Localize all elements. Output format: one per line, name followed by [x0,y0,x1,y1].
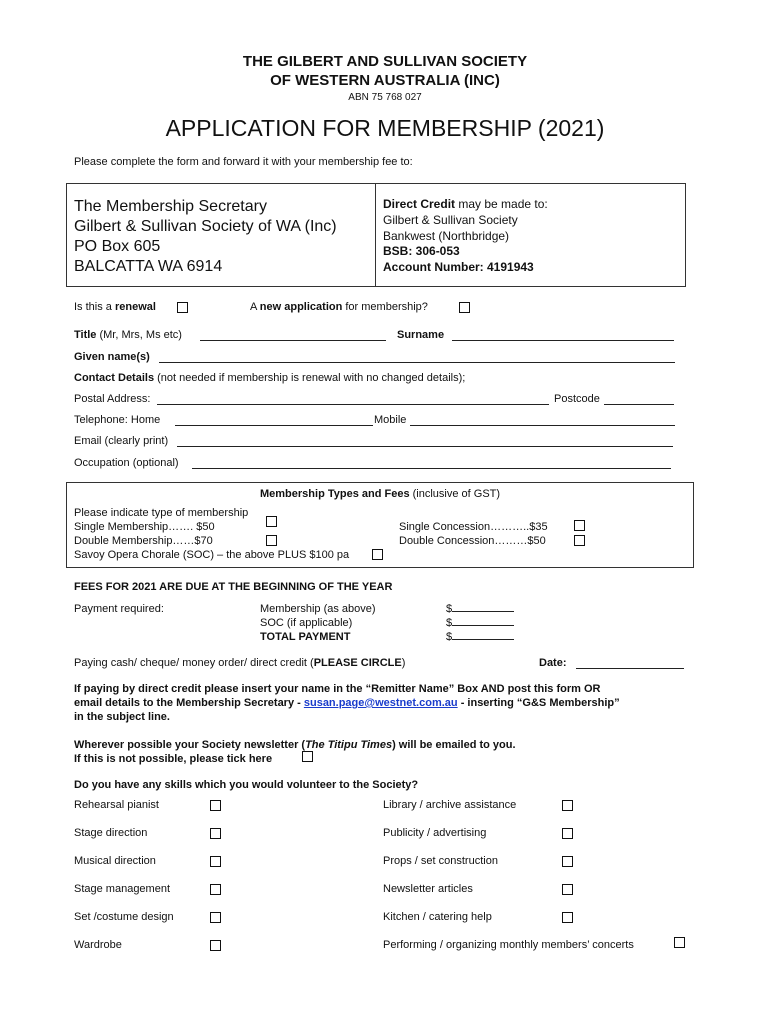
renewal-prefix: Is this a [74,301,115,313]
paying-prefix: Paying cash/ cheque/ money order/ direct credit ( [74,657,314,669]
credit-bank-branch: Bankwest (Northbridge) [383,229,510,243]
address-line-secretary: The Membership Secretary [74,198,267,215]
mobile-label: Mobile [374,414,407,426]
skill-set-costume-design-label: Set /costume design [74,911,174,923]
newsletter-suffix: ) will be emailed to you. [392,739,516,751]
fee-soc-amount[interactable] [446,617,514,629]
skill-musical-direction-label: Musical direction [74,855,156,867]
credit-heading-bold: Direct Credit [383,197,456,211]
credit-heading-rest: may be made to: [455,197,548,211]
skill-wardrobe-checkbox[interactable] [210,940,221,951]
skill-newsletter-articles-label: Newsletter articles [383,883,473,895]
skill-stage-direction-label: Stage direction [74,827,148,839]
membership-heading [260,488,500,500]
single-concession-checkbox[interactable] [574,520,585,531]
email-label: Email (clearly print) [74,435,169,447]
direct-credit-note-line1: If paying by direct credit please insert your name in the “Remitter Name” Box AND post this form OR [74,683,601,695]
title-field[interactable] [200,340,386,341]
postal-address-label: Postal Address: [74,393,151,405]
skill-publicity-checkbox[interactable] [562,828,573,839]
newsletter-line1 [74,739,516,751]
newsletter-line2: If this is not possible, please tick here [74,753,273,765]
title-label [74,329,182,341]
credit-heading [383,197,548,211]
contact-bold: Contact Details [74,372,155,384]
title-rest: (Mr, Mrs, Ms etc) [96,329,182,341]
savoy-chorale-checkbox[interactable] [372,549,383,560]
skill-performing-concerts-checkbox[interactable] [674,937,685,948]
abn: ABN 75 768 027 [348,92,422,103]
single-membership-checkbox[interactable] [266,516,277,527]
renewal-bold: renewal [114,301,156,313]
single-membership-label: Single Membership……. $50 [74,521,215,533]
amount-line [452,639,514,640]
direct-credit-note-line2 [74,697,620,709]
telephone-home-field[interactable] [175,425,373,426]
dollar-sign: $ [446,631,453,643]
single-concession-label: Single Concession………..$35 [399,521,548,533]
date-field[interactable] [576,668,684,669]
skill-library-archive-label: Library / archive assistance [383,799,517,811]
postcode-label: Postcode [554,393,600,405]
credit-bank-name: Gilbert & Sullivan Society [383,213,518,227]
new-application-checkbox[interactable] [459,302,470,313]
title-bold: Title [74,329,97,341]
credit-bsb: BSB: 306-053 [383,244,460,258]
skill-publicity-label: Publicity / advertising [383,827,487,839]
telephone-home-label: Telephone: Home [74,414,161,426]
address-line-suburb: BALCATTA WA 6914 [74,258,223,275]
fee-total-amount[interactable] [446,631,514,643]
skill-stage-management-label: Stage management [74,883,171,895]
skill-library-archive-checkbox[interactable] [562,800,573,811]
dollar-sign: $ [446,617,453,629]
renewal-label [74,301,156,313]
double-membership-label: Double Membership……$70 [74,535,213,547]
occupation-field[interactable] [192,468,671,469]
membership-heading-rest: (inclusive of GST) [409,488,501,500]
newsletter-prefix: Wherever possible your Society newsletter ( [74,739,306,751]
contact-details-label [74,372,465,384]
contact-rest: (not needed if membership is renewal with no changed details); [154,372,466,384]
skill-stage-management-checkbox[interactable] [210,884,221,895]
paying-suffix: ) [401,657,406,669]
direct-credit-note-line3: in the subject line. [74,711,170,723]
secretary-email-link[interactable]: susan.page@westnet.com.au [303,697,458,709]
skill-performing-concerts-label: Performing / organizing monthly members’ concerts [383,939,634,951]
society-name-line1: THE GILBERT AND SULLIVAN SOCIETY [242,53,528,70]
amount-line [452,611,514,612]
fee-soc-label: SOC (if applicable) [260,617,353,629]
skill-props-label: Props / set construction [383,855,498,867]
instruction-text: Please complete the form and forward it with your membership fee to: [74,156,413,168]
occupation-label: Occupation (optional) [74,457,179,469]
new-bold: new application [259,301,343,313]
fees-due-heading: FEES FOR 2021 ARE DUE AT THE BEGINNING OF THE YEAR [74,581,393,593]
new-application-label [250,301,428,313]
fee-membership-amount[interactable] [446,603,514,615]
given-names-field[interactable] [159,362,675,363]
payment-method-label [74,657,405,669]
form-title: APPLICATION FOR MEMBERSHIP (2021) [165,115,605,141]
society-name-line2: OF WESTERN AUSTRALIA (INC) [270,72,500,89]
postcode-field[interactable] [604,404,674,405]
membership-heading-bold: Membership Types and Fees [260,488,410,500]
membership-indicate: Please indicate type of membership [74,507,249,519]
skill-kitchen-catering-label: Kitchen / catering help [383,911,492,923]
double-membership-checkbox[interactable] [266,535,277,546]
savoy-chorale-label: Savoy Opera Chorale (SOC) – the above PLUS $100 pa [74,549,350,561]
postal-address-field[interactable] [157,404,549,405]
newsletter-name: The Titipu Times [305,739,393,751]
surname-label: Surname [397,329,445,341]
skill-wardrobe-label: Wardrobe [74,939,122,951]
new-suffix: for membership? [342,301,428,313]
payment-required-label: Payment required: [74,603,164,615]
fee-membership-label: Membership (as above) [260,603,376,615]
email-field[interactable] [177,446,673,447]
skill-rehearsal-pianist-label: Rehearsal pianist [74,799,159,811]
note-line2-prefix: email details to the Membership Secretary - [74,697,304,709]
paying-bold: PLEASE CIRCLE [313,657,402,669]
address-divider [375,183,376,287]
dollar-sign: $ [446,603,453,615]
skill-kitchen-catering-checkbox[interactable] [562,912,573,923]
skill-musical-direction-checkbox[interactable] [210,856,221,867]
skill-set-costume-design-checkbox[interactable] [210,912,221,923]
note-line2-suffix: - inserting “G&S Membership” [457,697,620,709]
renewal-checkbox[interactable] [177,302,188,313]
date-label: Date: [539,657,567,669]
new-prefix: A [250,301,260,313]
double-concession-checkbox[interactable] [574,535,585,546]
given-names-label: Given name(s) [74,351,150,363]
credit-account: Account Number: 4191943 [383,260,534,274]
skill-stage-direction-checkbox[interactable] [210,828,221,839]
newsletter-post-checkbox[interactable] [302,751,313,762]
amount-line [452,625,514,626]
address-line-pobox: PO Box 605 [74,238,161,255]
fee-total-label: TOTAL PAYMENT [260,631,351,643]
double-concession-label: Double Concession………$50 [399,535,546,547]
skill-newsletter-articles-checkbox[interactable] [562,884,573,895]
surname-field[interactable] [452,340,674,341]
skills-question: Do you have any skills which you would volunteer to the Society? [74,779,419,791]
skill-rehearsal-pianist-checkbox[interactable] [210,800,221,811]
address-line-society: Gilbert & Sullivan Society of WA (Inc) [74,218,337,235]
skill-props-checkbox[interactable] [562,856,573,867]
mobile-field[interactable] [410,425,675,426]
